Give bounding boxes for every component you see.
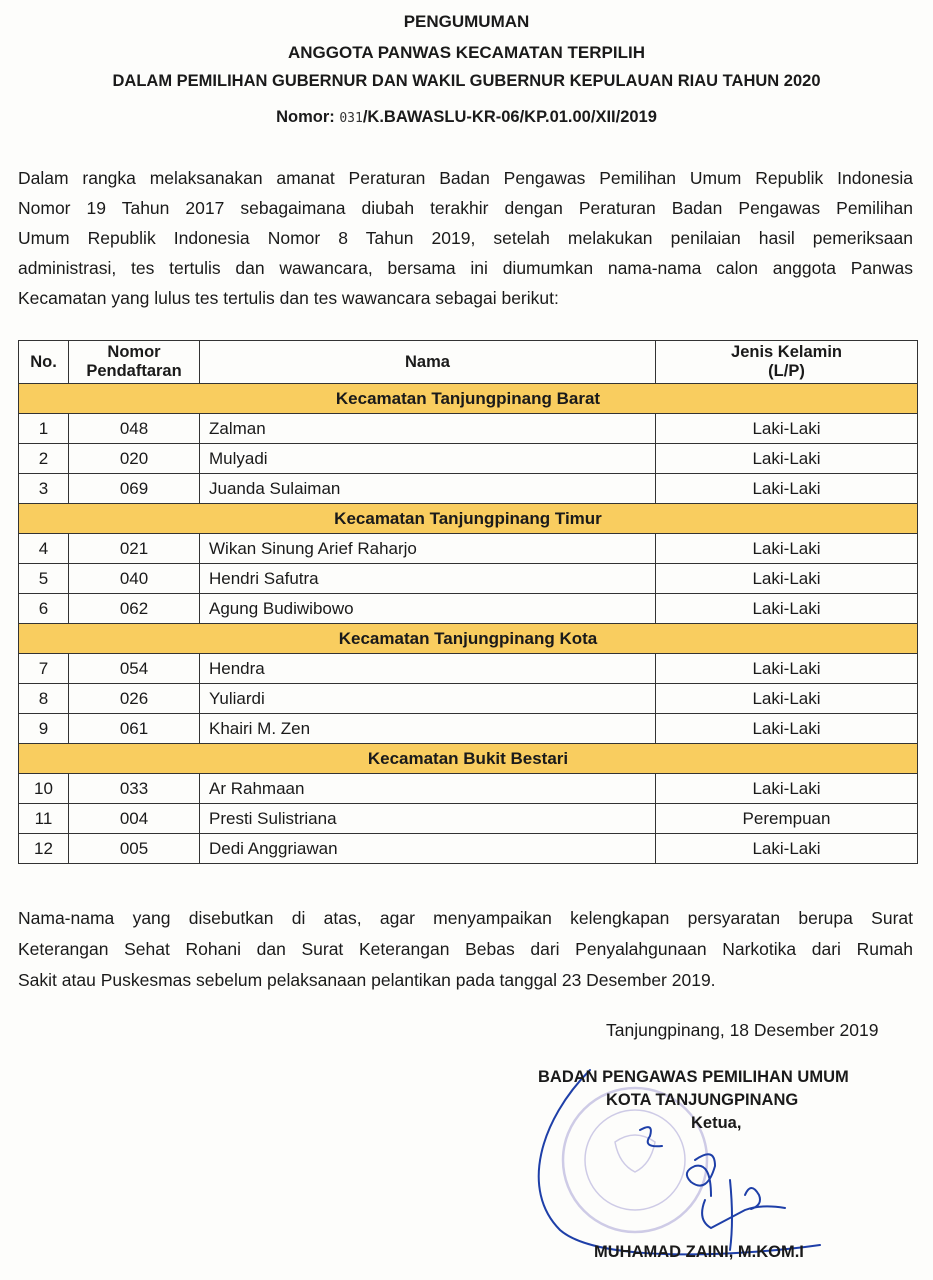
row-number: 1: [19, 414, 69, 444]
signer-role: Ketua,: [691, 1114, 742, 1132]
candidate-name: Ar Rahmaan: [200, 774, 656, 804]
candidate-gender: Laki-Laki: [656, 654, 918, 684]
header-gender: [656, 341, 918, 384]
closing-line: Sakit atau Puskesmas sebelum pelaksanaan pelantikan pada tanggal 23 Desember 2019.: [18, 970, 716, 990]
header-no: No.: [19, 341, 69, 384]
row-number: 12: [19, 834, 69, 864]
closing-paragraph: [18, 903, 913, 996]
row-number: 11: [19, 804, 69, 834]
intro-paragraph: [18, 163, 913, 313]
table-row: [19, 414, 918, 444]
table-row: [19, 804, 918, 834]
header-registration: [69, 341, 200, 384]
candidate-name: Khairi M. Zen: [200, 714, 656, 744]
candidate-gender: Perempuan: [656, 804, 918, 834]
document-title: PENGUMUMAN: [403, 12, 530, 31]
intro-line: Dalam rangka melaksanakan amanat Peraturan Badan Pengawas Pemilihan Umum Republik Indonesia: [18, 168, 913, 188]
signature-stamp-graphic: [520, 1030, 860, 1265]
header-name: Nama: [200, 341, 656, 384]
candidate-name: Yuliardi: [200, 684, 656, 714]
table-row: [19, 474, 918, 504]
registration-number: 048: [69, 414, 200, 444]
candidate-name: Zalman: [200, 414, 656, 444]
candidate-name: Juanda Sulaiman: [200, 474, 656, 504]
header-gender-line2: (L/P): [768, 362, 805, 380]
header-registration-line1: Nomor: [107, 343, 161, 361]
table-row: [19, 654, 918, 684]
registration-number: 020: [69, 444, 200, 474]
group-row: [19, 504, 918, 534]
candidate-gender: Laki-Laki: [656, 444, 918, 474]
intro-line: administrasi, tes tertulis dan wawancara, bersama ini diumumkan nama-nama calon anggota Panwas: [18, 258, 913, 278]
registration-number: 062: [69, 594, 200, 624]
table-row: [19, 774, 918, 804]
group-title: Kecamatan Bukit Bestari: [19, 744, 918, 774]
document-subtitle: ANGGOTA PANWAS KECAMATAN TERPILIH: [288, 43, 645, 62]
closing-line: Keterangan Sehat Rohani dan Surat Keterangan Bebas dari Penyalahgunaan Narkotika dari Rumah: [18, 939, 913, 959]
signer-name: MUHAMAD ZAINI, M.KOM.I: [594, 1243, 804, 1261]
intro-line: Nomor 19 Tahun 2017 sebagaimana diubah terakhir dengan Peraturan Badan Pengawas Pemilihan: [18, 198, 913, 218]
row-number: 7: [19, 654, 69, 684]
candidate-gender: Laki-Laki: [656, 534, 918, 564]
group-row: [19, 744, 918, 774]
row-number: 6: [19, 594, 69, 624]
registration-number: 026: [69, 684, 200, 714]
registration-number: 054: [69, 654, 200, 684]
table-row: [19, 594, 918, 624]
number-rest: /K.BAWASLU-KR-06/KP.01.00/XII/2019: [362, 108, 657, 126]
table-row: [19, 564, 918, 594]
candidate-gender: Laki-Laki: [656, 414, 918, 444]
registration-number: 004: [69, 804, 200, 834]
intro-line: Kecamatan yang lulus tes tertulis dan tes wawancara sebagai berikut:: [18, 288, 559, 308]
candidate-gender: Laki-Laki: [656, 774, 918, 804]
registration-number: 040: [69, 564, 200, 594]
table-row: [19, 714, 918, 744]
row-number: 2: [19, 444, 69, 474]
organization-city: KOTA TANJUNGPINANG: [606, 1091, 799, 1109]
header-gender-line1: Jenis Kelamin: [731, 343, 842, 361]
registration-number: 061: [69, 714, 200, 744]
intro-line: Umum Republik Indonesia Nomor 8 Tahun 2019, setelah melakukan penilaian hasil pemeriksaan: [18, 228, 913, 248]
candidate-name: Agung Budiwibowo: [200, 594, 656, 624]
row-number: 5: [19, 564, 69, 594]
row-number: 4: [19, 534, 69, 564]
candidate-gender: Laki-Laki: [656, 834, 918, 864]
candidate-gender: Laki-Laki: [656, 594, 918, 624]
row-number: 9: [19, 714, 69, 744]
registration-number: 005: [69, 834, 200, 864]
table-row: [19, 684, 918, 714]
table-row: [19, 444, 918, 474]
table-row: [19, 534, 918, 564]
place-date: Tanjungpinang, 18 Desember 2019: [606, 1020, 879, 1040]
group-title: Kecamatan Tanjungpinang Barat: [19, 384, 918, 414]
candidate-name: Hendra: [200, 654, 656, 684]
candidate-gender: Laki-Laki: [656, 564, 918, 594]
candidate-name: Dedi Anggriawan: [200, 834, 656, 864]
registration-number: 069: [69, 474, 200, 504]
candidate-name: Mulyadi: [200, 444, 656, 474]
candidate-name: Wikan Sinung Arief Raharjo: [200, 534, 656, 564]
candidate-table: [18, 340, 918, 864]
election-title: DALAM PEMILIHAN GUBERNUR DAN WAKIL GUBERNUR KEPULAUAN RIAU TAHUN 2020: [112, 72, 821, 90]
closing-line: Nama-nama yang disebutkan di atas, agar menyampaikan kelengkapan persyaratan berupa Surat: [18, 908, 913, 928]
document-number: [0, 108, 933, 127]
registration-number: 033: [69, 774, 200, 804]
candidate-gender: Laki-Laki: [656, 474, 918, 504]
number-label: Nomor:: [276, 108, 335, 126]
registration-number: 021: [69, 534, 200, 564]
candidate-gender: Laki-Laki: [656, 714, 918, 744]
number-handwritten: 031: [339, 111, 363, 126]
table-row: [19, 834, 918, 864]
group-row: [19, 384, 918, 414]
group-title: Kecamatan Tanjungpinang Kota: [19, 624, 918, 654]
candidate-gender: Laki-Laki: [656, 684, 918, 714]
candidate-name: Presti Sulistriana: [200, 804, 656, 834]
group-title: Kecamatan Tanjungpinang Timur: [19, 504, 918, 534]
row-number: 10: [19, 774, 69, 804]
organization-name: BADAN PENGAWAS PEMILIHAN UMUM: [538, 1068, 849, 1086]
table-header-row: [19, 341, 918, 384]
header-registration-line2: Pendaftaran: [86, 362, 182, 380]
row-number: 3: [19, 474, 69, 504]
row-number: 8: [19, 684, 69, 714]
candidate-name: Hendri Safutra: [200, 564, 656, 594]
group-row: [19, 624, 918, 654]
